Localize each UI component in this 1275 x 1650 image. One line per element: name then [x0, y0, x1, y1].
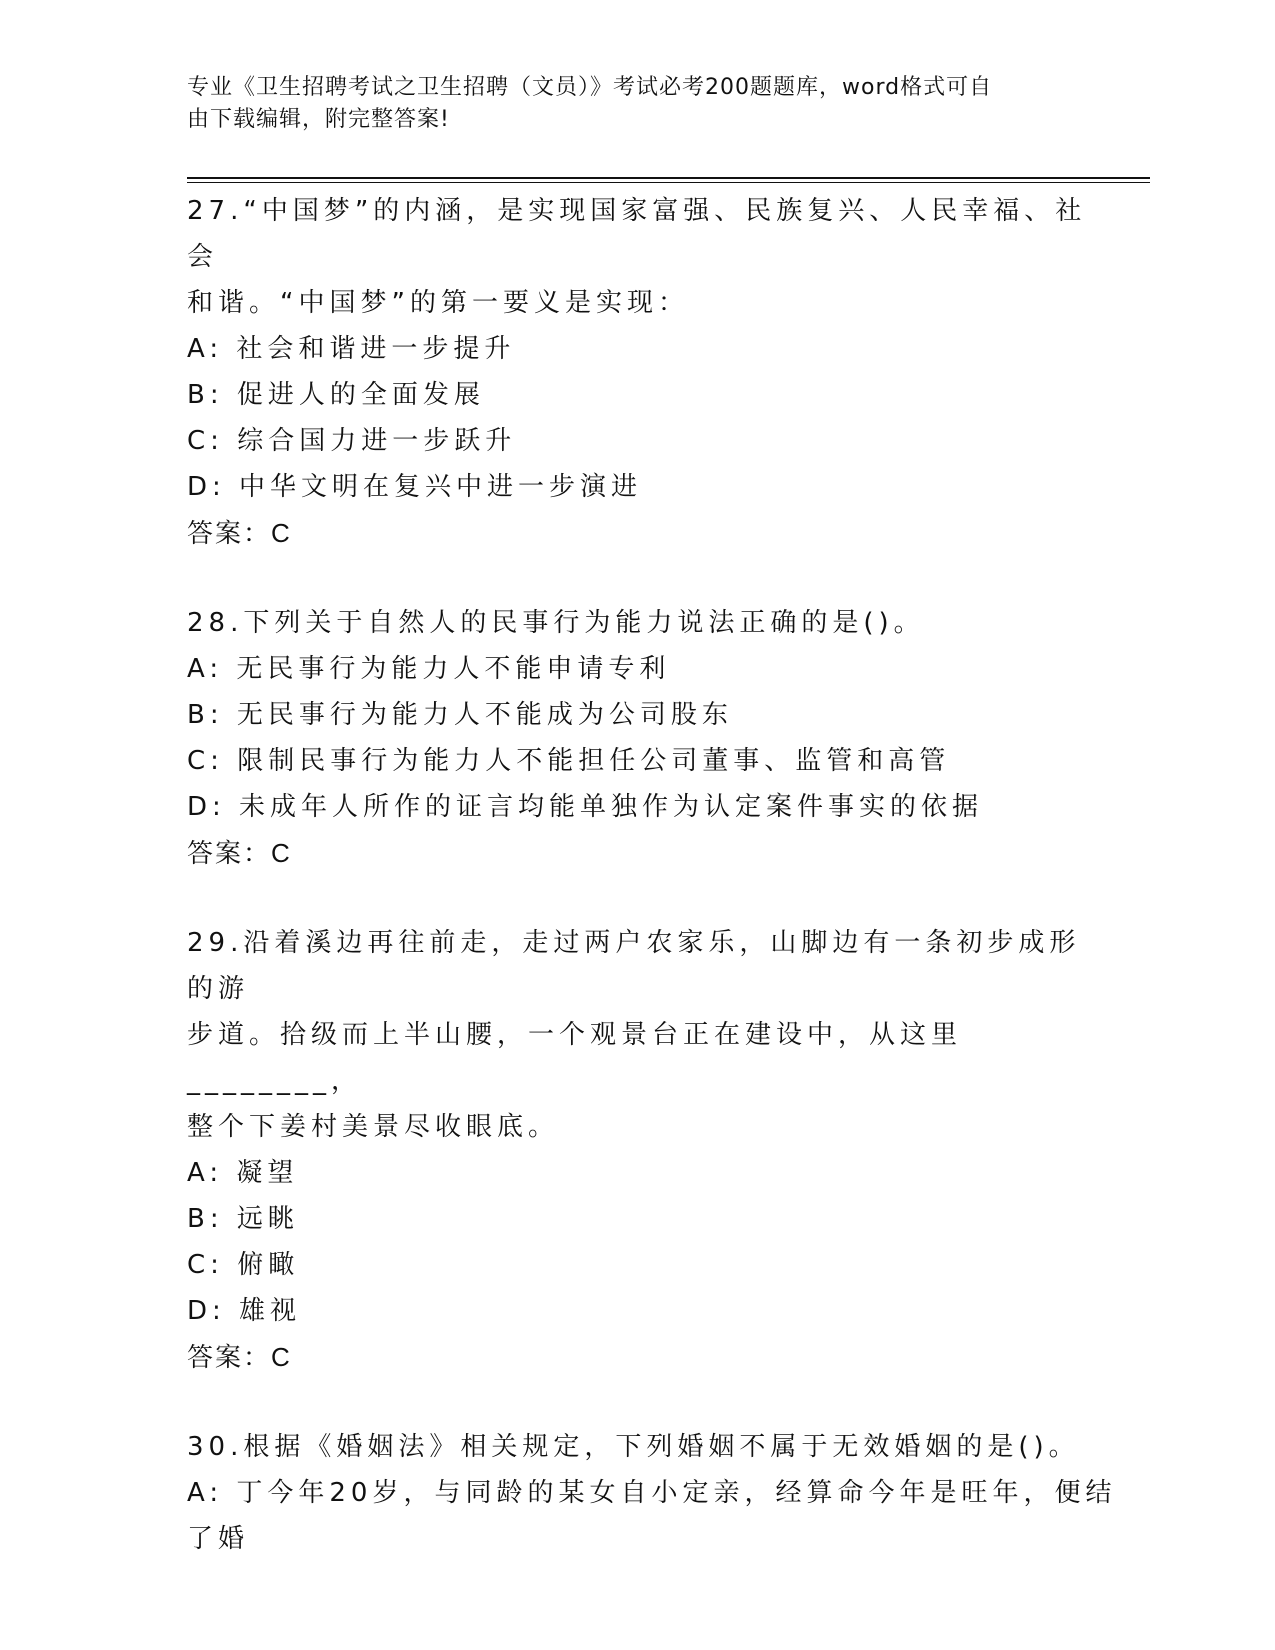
stem-line: 步道。拾级而上半山腰，一个观景台正在建设中，从这里________， [187, 1020, 963, 1096]
option-text: 凝望 [236, 1158, 299, 1188]
option-label: D: [187, 472, 226, 502]
option-c [187, 1242, 1087, 1288]
option-d [187, 784, 1087, 830]
option-text: 雄视 [239, 1296, 302, 1326]
stem-line: 29.沿着溪边再往前走，走过两户农家乐，山脚边有一条初步成形的游 [187, 928, 1081, 1004]
document-header [187, 72, 1067, 136]
option-text: 促进人的全面发展 [236, 380, 485, 410]
option-b [187, 692, 1087, 738]
stem-line: 整个下姜村美景尽收眼底。 [187, 1112, 560, 1142]
option-label: C: [187, 426, 224, 456]
option-a [187, 646, 1087, 692]
question-28 [187, 600, 1087, 876]
answer-line: 答案：C [187, 838, 292, 868]
option-label: C: [187, 746, 224, 776]
option-label: C: [187, 1250, 224, 1280]
option-b [187, 1196, 1087, 1242]
question-30 [187, 1424, 1117, 1562]
header-divider-thick [187, 177, 1150, 179]
header-divider-thin [187, 182, 1150, 183]
option-label: A: [187, 1478, 224, 1508]
option-text: 远眺 [236, 1204, 299, 1234]
option-label: A: [187, 654, 224, 684]
question-list [187, 188, 1117, 1606]
option-text: 无民事行为能力人不能成为公司股东 [236, 700, 733, 730]
stem-line: 28.下列关于自然人的民事行为能力说法正确的是()。 [187, 608, 925, 638]
option-a [187, 326, 1087, 372]
option-d [187, 1288, 1087, 1334]
option-label: B: [187, 1204, 224, 1234]
option-label: A: [187, 334, 224, 364]
answer-line: 答案：C [187, 1342, 292, 1372]
answer-line: 答案：C [187, 518, 292, 548]
question-stem [187, 188, 1087, 326]
option-text: 社会和谐进一步提升 [236, 334, 516, 364]
stem-line: 和谐。“中国梦”的第一要义是实现： [187, 288, 689, 318]
option-c [187, 738, 1087, 784]
option-label: B: [187, 380, 224, 410]
header-line-2: 由下载编辑，附完整答案! [187, 107, 450, 132]
option-label: D: [187, 1296, 226, 1326]
option-a-continuation: 了婚 [187, 1524, 250, 1554]
option-d [187, 464, 1087, 510]
option-a [187, 1150, 1087, 1196]
option-b [187, 372, 1087, 418]
question-stem [187, 1424, 1087, 1470]
option-text: 无民事行为能力人不能申请专利 [236, 654, 671, 684]
header-line-1: 专业《卫生招聘考试之卫生招聘（文员）》考试必考200题题库，word格式可自 [187, 75, 993, 100]
option-a [187, 1470, 1117, 1516]
option-text: 未成年人所作的证言均能单独作为认定案件事实的依据 [239, 792, 984, 822]
option-text: 限制民事行为能力人不能担任公司董事、监管和高管 [237, 746, 951, 776]
stem-line: 30.根据《婚姻法》相关规定，下列婚姻不属于无效婚姻的是()。 [187, 1432, 1080, 1462]
stem-line: 27.“中国梦”的内涵，是实现国家富强、民族复兴、人民幸福、社会 [187, 196, 1087, 272]
option-c [187, 418, 1087, 464]
question-27 [187, 188, 1087, 556]
option-label: A: [187, 1158, 224, 1188]
question-stem [187, 600, 1087, 646]
question-29 [187, 920, 1087, 1380]
option-text: 中华文明在复兴中进一步演进 [239, 472, 643, 502]
option-text: 俯瞰 [237, 1250, 300, 1280]
option-label: B: [187, 700, 224, 730]
option-label: D: [187, 792, 226, 822]
option-text: 丁今年20岁，与同龄的某女自小定亲，经算命今年是旺年，便结 [236, 1478, 1117, 1508]
option-text: 综合国力进一步跃升 [237, 426, 517, 456]
question-stem [187, 920, 1087, 1150]
